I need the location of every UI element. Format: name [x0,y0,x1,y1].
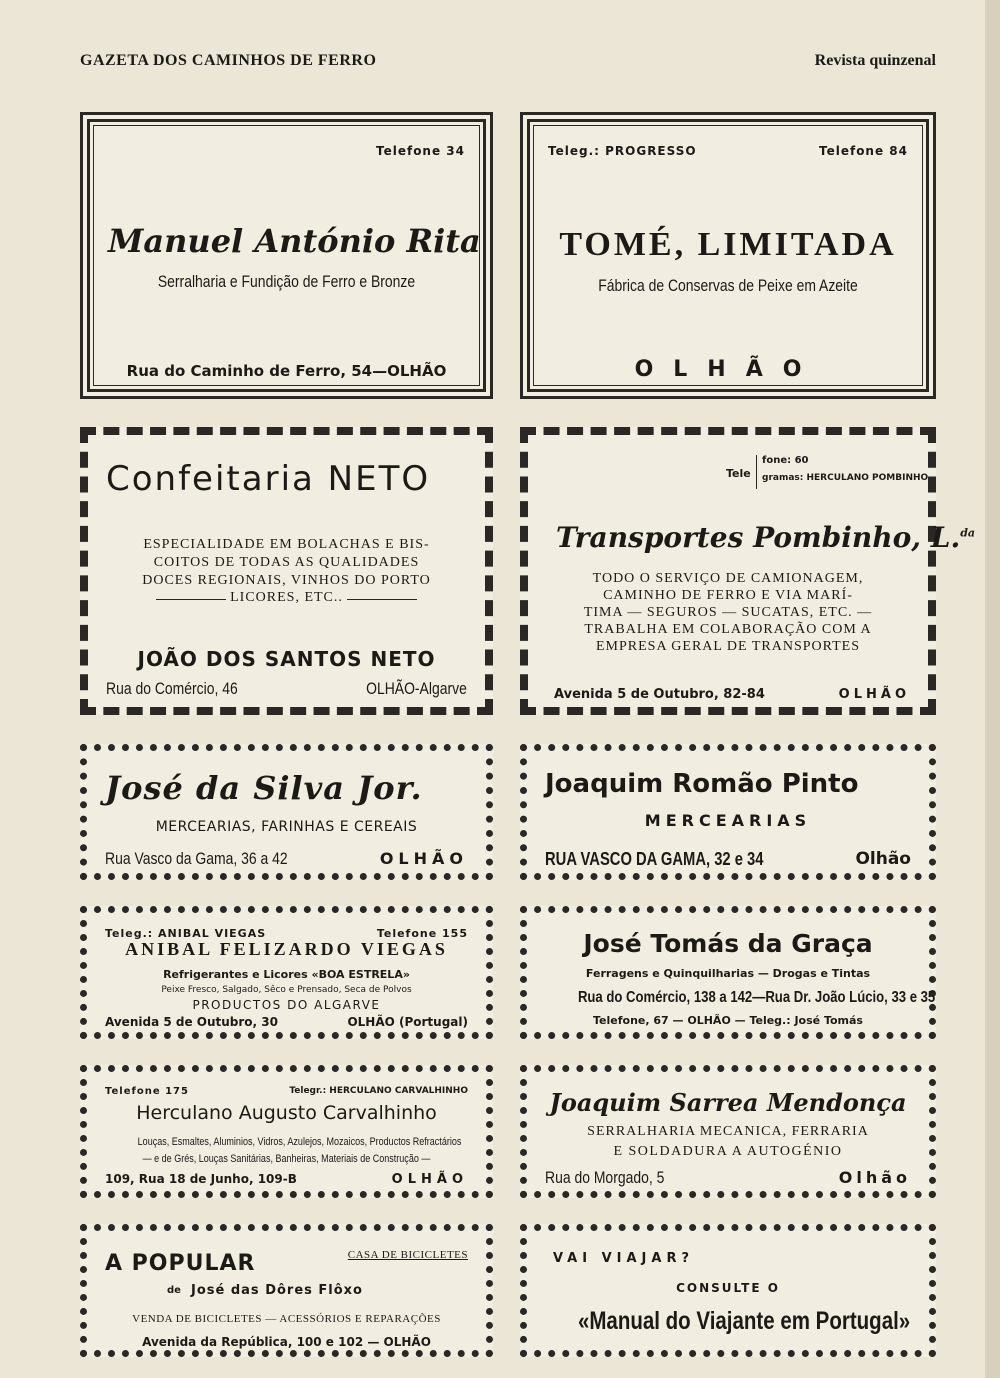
ad-description-line-4: TRABALHA EM COLABORAÇÃO COM A [584,622,872,637]
ad-telegram: Telegr.: HERCULANO CARVALHINHO [289,1086,468,1096]
ad-company-name: ANIBAL FELIZARDO VIEGAS [125,939,448,959]
ad-city: OLHÃO [379,849,468,868]
ad-description-line-2: E SOLDADURA A AUTOGÉNIO [613,1144,843,1159]
page-edge [985,0,1000,1378]
ad-description-line-4: LICORES, ETC.. [230,590,343,605]
ad-anibal-viegas [80,906,493,1039]
ad-phone: Telefone 34 [375,144,465,158]
ad-telegram: Teleg.: PROGRESSO [548,144,697,158]
ad-description: VENDA DE BICICLETES — ACESSÓRIOS E REPARAÇÕES [132,1313,441,1325]
ad-description: Ferragens e Quinquilharias — Drogas e Tintas [585,967,871,980]
ad-company-name: Confeitaria NETO [106,459,431,499]
ad-phone: fone: 60 [762,455,809,466]
ad-city: OLHÃO-Algarve [366,679,467,698]
ad-description-line-3: TIMA — SEGUROS — SUCATAS, ETC. — [583,605,873,620]
ad-consult-label: CONSULTE O [676,1281,780,1295]
ad-description-line-2: — e de Grés, Louças Sanitárias, Banheiras, Materiais de Construção — [142,1153,431,1165]
ad-description: Fábrica de Conservas de Peixe em Azeite [598,276,858,295]
ad-confeitaria-neto [80,427,493,715]
ad-address: Avenida da República, 100 e 102 — OLHÃO [142,1335,431,1349]
ad-company-name: Joaquim Romão Pinto [545,769,859,799]
ad-herculano-carvalhinho [80,1065,493,1198]
ad-phone: Telefone 84 [818,144,908,158]
ad-headline: VAI VIAJAR? [553,1251,695,1266]
ad-description-line-1: TODO O SERVIÇO DE CAMIONAGEM, [592,571,864,586]
ad-vai-viajar [520,1224,936,1357]
ad-company-name: Manuel António Rita [108,222,481,260]
ad-company-name: TOMÉ, LIMITADA [559,226,897,263]
ad-owner-prefix: de [167,1285,181,1296]
ad-company-name: José Tomás da Graça [583,929,873,958]
ad-description-line-3: PRODUCTOS DO ALGARVE [192,998,381,1012]
ad-address: Rua do Comércio, 138 a 142—Rua Dr. João Lúcio, 33 e 35 [577,989,936,1006]
ad-manuel-antonio-rita [80,112,493,399]
ad-address: Rua do Comércio, 46 [106,679,238,698]
ad-description-line-5: EMPRESA GERAL DE TRANSPORTES [595,639,861,654]
ad-description-line-1: Refrigerantes e Licores «BOA ESTRELA» [163,968,410,981]
ad-owner: JOÃO DOS SANTOS NETO [137,647,436,671]
ad-jose-da-silva [80,744,493,880]
ad-address: Avenida 5 de Outubro, 82-84 [554,687,765,702]
decorative-rule [347,599,417,600]
ad-description: MERCEARIAS, FARINHAS E CEREAIS [155,819,418,835]
ad-company-name: Joaquim Sarrea Mendonça [549,1088,907,1117]
ad-tome-limitada [520,112,936,399]
ad-city: OLHÃO [838,687,910,702]
ad-jose-tomas-da-graca [520,906,936,1039]
ad-phone: Telefone 155 [376,927,468,940]
ad-description: Serralharia e Fundição de Ferro e Bronze [157,272,416,291]
ad-address: Rua do Caminho de Ferro, 54—OLHÃO [126,362,447,380]
ad-address: 109, Rua 18 de Junho, 109-B [105,1172,297,1186]
ad-joaquim-romao-pinto [520,744,936,880]
ad-description-line-1: Louças, Esmaltes, Aluminios, Vidros, Azulejos, Mozaicos, Productos Refractários [137,1136,462,1148]
ad-city: OLHÃO (Portugal) [347,1015,468,1029]
ad-company-name: Transportes Pombinho, L.$^{da}$ [556,521,976,554]
ad-address: Rua do Morgado, 5 [545,1168,665,1187]
ad-description-line-2: CAMINHO DE FERRO E VIA MARÍ- [603,588,853,603]
ad-address: Avenida 5 de Outubro, 30 [105,1015,278,1029]
ad-a-popular [80,1224,493,1357]
ad-owner: José das Dôres Flôxo [191,1283,363,1298]
ad-transportes-pombinho [520,427,976,715]
ad-address: Rua Vasco da Gama, 36 a 42 [105,849,288,868]
ad-city: OLHÃO [391,1172,468,1187]
ad-tele-prefix: Tele [726,467,751,480]
ad-description-line-2: COITOS DE TODAS AS QUALIDADES [153,555,420,570]
ad-publication-title: «Manual do Viajante em Portugal» [577,1307,911,1335]
ad-company-name: Herculano Augusto Carvalhinho [136,1102,437,1124]
ad-address: RUA VASCO DA GAMA, 32 e 34 [545,849,764,869]
ad-description: MERCEARIAS [644,811,812,830]
ad-company-name: José da Silva Jor. [105,769,423,807]
ad-telegram: Teleg.: ANIBAL VIEGAS [105,927,267,940]
ad-description-line-1: SERRALHARIA MECANICA, FERRARIA [587,1124,869,1139]
ad-description-line-1: ESPECIALIDADE EM BOLACHAS E BIS- [143,537,430,552]
ad-city: Olhão [838,1168,911,1187]
ad-description-line-3: DOCES REGIONAIS, VINHOS DO PORTO [142,573,431,588]
brace [756,455,757,489]
ad-contact: Telefone, 67 — OLHÃO — Teleg.: José Tomás [593,1014,863,1027]
ad-company-name: A POPULAR [105,1251,256,1276]
ad-city: OLHÃO [634,357,822,382]
ad-description-line-2: Peixe Fresco, Salgado, Sêco e Prensado, Seca de Polvos [161,985,412,995]
ad-city: Olhão [855,849,911,869]
running-header-subtitle: Revista quinzenal [814,52,936,69]
ad-telegram: gramas: HERCULANO POMBINHO [762,473,929,483]
ad-joaquim-sarrea-mendonca [520,1065,936,1198]
ad-tagline: CASA DE BICICLETES [347,1249,468,1261]
running-header-title: GAZETA DOS CAMINHOS DE FERRO [80,52,377,69]
ad-phone: Telefone 175 [105,1086,189,1097]
